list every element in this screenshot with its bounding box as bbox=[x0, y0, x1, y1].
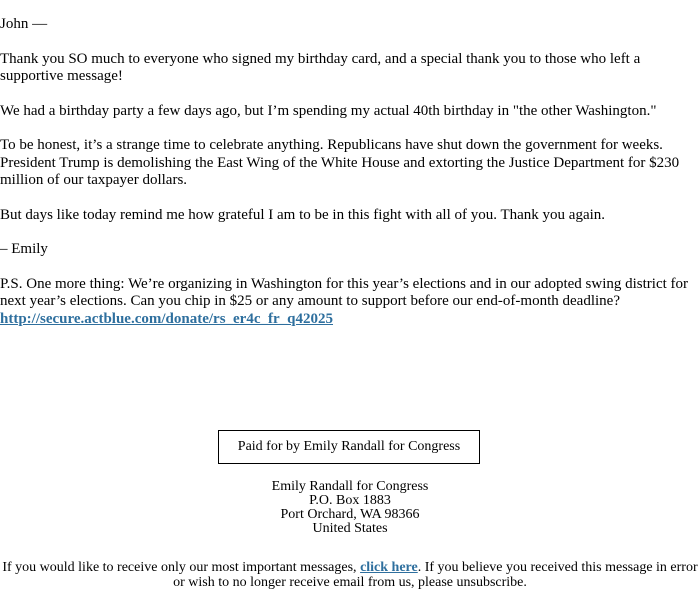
paragraph-thank-you: Thank you SO much to everyone who signed my birthday card, and a special thank you to those who left a supportive message! bbox=[0, 50, 641, 84]
paragraph-birthday: We had a birthday party a few days ago, but I’m spending my actual 40th birthday in "the other Washington." bbox=[0, 102, 657, 119]
paragraph-strange-time: To be honest, it’s a strange time to celebrate anything. Republicans have shut down the government for weeks. President Trump is demolishing the East Wing of the White House and extorting the Justice Department for $230 million of our taxpayer dollars. bbox=[0, 137, 680, 188]
address-po-box: P.O. Box 1883 bbox=[309, 493, 391, 508]
email-body bbox=[0, 16, 692, 345]
greeting: John — bbox=[0, 16, 48, 32]
unsubscribe-post-text: . If you believe you received this message in error or wish to no longer receive email from us, please unsubscribe. bbox=[173, 560, 698, 590]
click-here-link[interactable]: click here bbox=[360, 560, 418, 575]
paid-for-text: Paid for by Emily Randall for Congress bbox=[237, 439, 461, 455]
paid-for-box bbox=[218, 430, 480, 464]
donate-link[interactable]: http://secure.actblue.com/donate/rs_er4c_fr_q42025 bbox=[0, 310, 333, 327]
unsubscribe-note bbox=[0, 561, 700, 590]
unsubscribe-pre-text: If you would like to receive only our most important messages, bbox=[2, 560, 361, 575]
postscript-text: P.S. One more thing: We’re organizing in Washington for this year’s elections and in our adopted swing district for next year’s elections. Can you chip in $25 or any amount to support before our end-of-month deadline? bbox=[0, 275, 689, 309]
paragraph-grateful: But days like today remind me how grateful I am to be in this fight with all of you. Thank you again. bbox=[0, 206, 606, 223]
address-name: Emily Randall for Congress bbox=[271, 479, 429, 494]
mailing-address bbox=[0, 480, 700, 536]
address-country: United States bbox=[312, 521, 388, 536]
postscript bbox=[0, 276, 692, 329]
address-city: Port Orchard, WA 98366 bbox=[280, 507, 420, 522]
signature: – Emily bbox=[0, 241, 48, 257]
